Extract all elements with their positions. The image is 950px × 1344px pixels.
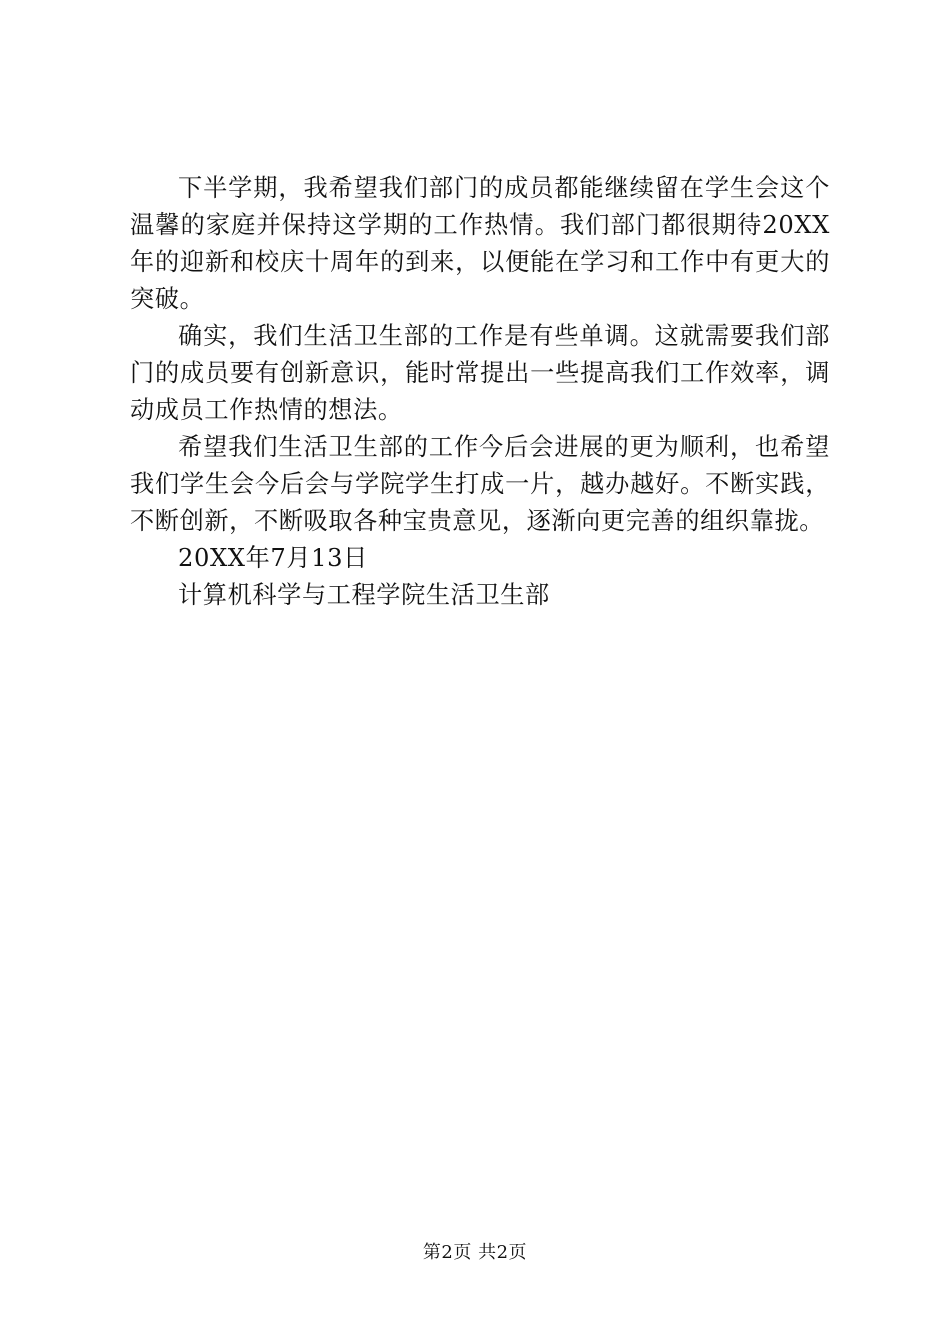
paragraph-2: 确实，我们生活卫生部的工作是有些单调。这就需要我们部门的成员要有创新意识，能时常提出一些提高我们工作效率，调动成员工作热情的想法。 xyxy=(130,322,830,424)
paragraph-1: 下半学期，我希望我们部门的成员都能继续留在学生会这个温馨的家庭并保持这学期的工作热情。我们部门都很期待20XX年的迎新和校庆十周年的到来，以便能在学习和工作中有更大的突破。 xyxy=(130,174,830,313)
paragraph-3: 希望我们生活卫生部的工作今后会进展的更为顺利，也希望我们学生会今后会与学院学生打成一片，越办越好。不断实践，不断创新，不断吸取各种宝贵意见，逐渐向更完善的组织靠拢。 xyxy=(130,433,830,535)
document-body xyxy=(130,170,830,614)
document-date: 20XX年7月13日 xyxy=(178,544,368,572)
document-signature: 计算机科学与工程学院生活卫生部 xyxy=(178,581,550,609)
page-footer: 第2页 共2页 xyxy=(422,1242,528,1263)
